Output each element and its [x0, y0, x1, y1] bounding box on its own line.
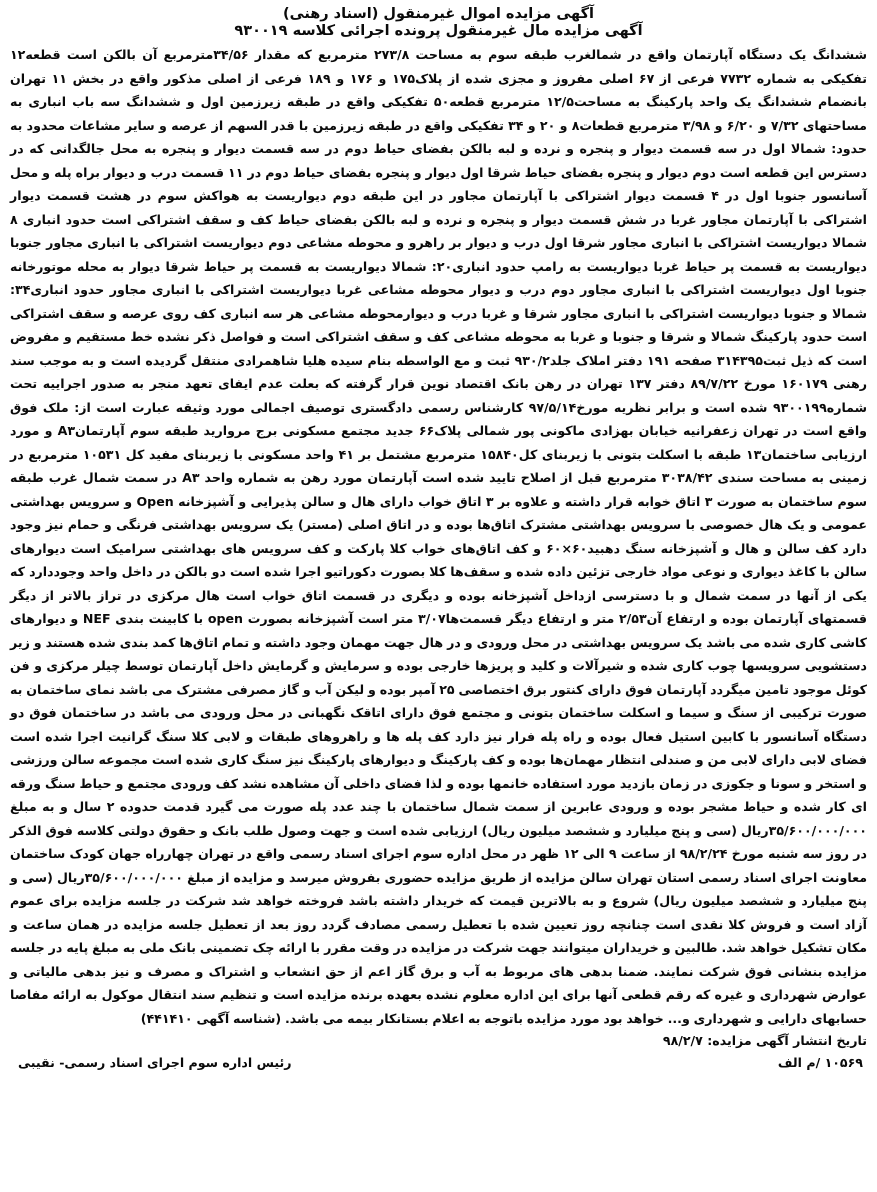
signature-line: رئیس اداره سوم اجرای اسناد رسمی- نقیبی [18, 1055, 292, 1070]
notice-title: آگهی مزایده اموال غیرمنقول (اسناد رهنی) [283, 6, 594, 22]
reference-code: ۱۰۵۶۹ /م الف [777, 1055, 863, 1070]
notice-body [10, 43, 867, 1030]
notice-footer [10, 1052, 867, 1096]
publish-date: تاریخ انتشار آگهی مزایده: ۹۸/۲/۷ [662, 1033, 867, 1048]
notice-subtitle: آگهی مزایده مال غیرمنقول پرونده اجرائی کلاسه ۹۳۰۰۱۹ [234, 23, 643, 39]
publish-row [10, 1030, 867, 1052]
notice-heading [10, 6, 867, 40]
notice-paragraph: ششدانگ یک دستگاه آپارتمان واقع در شمالغرب طبقه سوم به مساحت ۲۷۳/۸ مترمربع که مقدار ۳۴/۵۶مترمربع آن بالکن است قطعه۱۲ تفکیکی به شماره ۷۷۳۲ فرعی از ۶۷ اصلی مفروز و مجزی شده از پلاک۱۷۵ و ۱۷۶ و ۱۸۹ فرعی از اصلی مذکور واقع در بخش ۱۱ تهران بانضمام ششدانگ یک واحد پارکینگ به مساحت۱۲/۵ مترمربع قطعه۵۰ تفکیکی واقع در طبقه زیرزمین اول و ششدانگ سه باب انباری به مساحتهای ۷/۳۲ و ۶/۲۰ و ۳/۹۸ مترمربع قطعات۸ و ۲۰ و ۳۴ تفکیکی واقع در طبقه زیرزمین با قدر السهم از عرصه و سایر مشاعات محدود به حدود: شمالا اول در سه قسمت دیوار و پنجره و نرده و لبه بالکن بفضای حیاط دوم در سه قسمت دیوار و پنجره به محل جالگدانی که در دسترس این قطعه است دوم دیوار و پنجره بفضای حیاط شرقا اول دیوار و پنجره بفضای حیاط دوم در ۱۱ قسمت درب و دیوار براه پله و محل آسانسور جنوبا اول در ۴ قسمت دیوار اشتراکی با آپارتمان مجاور در این طبقه دوم دیواریست به هواکش سوم در هشت قسمت دیوار اشتراکی با آپارتمان مجاور غربا در شش قسمت دیوار و پنجره و نرده و لبه بالکن بفضای حیاط کف و سقف اشتراکی است حدود انباری ۸ شمالا دیواریست اشتراکی با انباری مجاور شرقا اول درب و دیوار بر راهرو و محوطه مشاعی دوم دیواریست اشتراکی با انباری مجاور جنوبا دیواریست به قسمت پر حیاط غربا دیواریست به رامپ حدود انباری۲۰: شمالا دیواریست به قسمت پر حیاط شرقا دیوار به محله موتورخانه جنوبا اول دیواریست اشتراکی با انباری مجاور دوم درب و دیوار محوطه مشاعی غربا دیواریست اشتراکی با انباری مجاور حدود انباری۳۴: شمالا و جنوبا دیواریست اشتراکی با انباری مجاور شرقا و غربا درب و دیوارمحوطه مشاعی هر سه انباری کف روی عرصه و سقف اشتراکی است حدود پارکینگ شمالا و شرقا و جنوبا و غربا به محوطه مشاعی کف و سقف اشتراکی است و فواصل ذکر نشده خط مستقیم و مفروض است که ذیل ثبت۳۱۴۳۹۵ صفحه ۱۹۱ دفتر املاک جلد۹۳۰/۲ ثبت و مع الواسطه بنام سیده هلیا شاهمرادی منتقل گردیده است و به موجب سند رهنی ۱۶۰۱۷۹ مورخ ۸۹/۷/۲۲ دفتر ۱۳۷ تهران در رهن بانک اقتصاد نوین قرار گرفته که بعلت عدم ایفای تعهد منجر به صدور اجراییه تحت شماره۹۳۰۰۱۹۹ شده است و برابر نظریه مورخ۹۷/۵/۱۴ کارشناس رسمی دادگستری توصیف اجمالی مورد وثیقه عبارت است از: ملک فوق واقع است در تهران زعفرانیه خیابان بهزادی ماکونی پور شمالی پلاک۶۶ جدید مجتمع مسکونی برج مرواريد طبقه سوم آپارتمانA۳ و مورد ارزیابی ساختمان۱۳ طبقه با اسکلت بتونی با زیربنای کل۱۵۸۴۰ مترمربع مشتمل بر ۴۱ واحد مسکونی با زیربنای مفید کل ۱۰۵۳۱ مترمربع در زمینی به مساحت سندی ۳۰۳۸/۴۲ مترمربع قبل از اصلاح تایید شده است آپارتمان مورد رهن به شماره واحد A۳ در سمت شمال غرب طبقه سوم ساختمان به صورت ۳ اتاق خوابه قرار داشته و علاوه بر ۳ اتاق خواب دارای هال و سالن پذیرایی و آشپزخانه Open و سرویس بهداشتی عمومی و یک هال خصوصی با سرویس بهداشتی مشترک اتاق‌ها بوده و در اتاق اصلی (مستر) یک سرویس بهداشتی فرنگی و حمام نیز وجود دارد کف سالن و هال و آشپزخانه سنگ دهبید۶۰×۶۰ و کف اتاق‌های خواب کلا پارکت و کف سرویس های بهداشتی سرامیک است دیوارهای سالن با کاغذ دیواری و نوعی مواد خارجی تزئین داده شده و سقف‌ها کلا بصورت دکوراتیو اجرا شده است دو بالکن در داخل واحد وجوددارد که یکی از آنها در سمت شمال و با دسترسی ازداخل آشپزخانه بوده و دیگری در قسمت اتاق خواب است هال مرکزی در تراز بالاتر از دیگر قسمتهای آپارتمان بوده و ارتفاع آن۲/۵۳ متر و ارتفاع دیگر قسمت‌ها۳/۰۷ متر است آشپزخانه بصورت open با کابینت بندی NEF و دیوارهای کاشی کاری شده می باشد یک سرویس بهداشتی در محل ورودی و در هال جهت مهمان وجود داشته و تمام اتاق‌ها کمد بندی شده هستند و زیر دستشویی سرویسها چوب کاری شده و شیرآلات و کلید و پریزها خارجی بوده و سرمایش و گرمایش داخل آپارتمان توسط چیلر مرکزی و فن کوئل موجود تامین میگردد آپارتمان فوق دارای کنتور برق اختصاصی ۲۵ آمپر بوده و لیکن آب و گاز مصرفی مشترک می باشد نمای ساختمان به صورت ترکیبی از سنگ و سیما و اسکلت ساختمان بتونی و مجتمع فوق دارای اتاقک نگهبانی در محل ورودی می باشد در ساختمان فوق دو دستگاه آسانسور با کابین استیل فعال بوده و راه پله فرار نیز دارد کف پله ها و راهروهای طبقات و لابی کلا سنگ گرانیت اجرا شده است فضای لابی دارای لابی من و صندلی انتظار مهمان‌ها بوده و کف پارکینگ و دیوارهای پارکینگ نیز سنگ کاری شده است مجموعه سالن ورزشی و استخر و سونا و جکوزی در زمان بازدید مورد استفاده خانمها بوده و لذا فضای داخلی آن مشاهده نشد کف ورودی مجتمع و حیاط سنگ ورقه ای کار شده و حیاط مشجر بوده و ورودی عابرین از سمت شمال ساختمان با چند عدد پله صورت می گیرد قدمت حدوده ۲ سال و به مبلغ ۳۵/۶۰۰/۰۰۰/۰۰۰ریال (سی و پنج میلیارد و ششصد میلیون ریال) ارزیابی شده است و جهت وصول طلب بانک و حقوق دولتی کلاسه فوق الذکر در روز سه شنبه مورخ ۹۸/۲/۲۴ از ساعت ۹ الی ۱۲ ظهر در محل اداره سوم اجرای اسناد رسمی واقع در تهران چهارراه جهان کودک ساختمان معاونت اجرای اسناد رسمی استان تهران سالن مزایده از طریق مزایده حضوری بفروش میرسد و مزایده از مبلغ ۳۵/۶۰۰/۰۰۰/۰۰۰ریال (سی و پنج میلیارد و ششصد میلیون ریال) شروع و به بالاترین قیمت که خریدار داشته باشد فروخته خواهد شد شرکت در جلسه مزایده برای عموم آزاد است و فروش کلا نقدی است چنانچه روز تعیین شده با تعطیل رسمی مصادف گردد روز بعد از تعطیل جلسه مزایده در همان ساعت و مکان تشکیل خواهد شد. طالبین و خریداران میتوانند جهت شرکت در مزایده در وقت مقرر با ارائه چک تضمینی بانک ملی به مبلغ پایه در جلسه مزایده بنشانی فوق شرکت نمایند. ضمنا بدهی های مربوط به آب و برق گاز اعم از حق انشعاب و اشتراک و مصرف و نیز بدهی مالیاتی و عوارض شهرداری و غیره که رقم قطعی آنها برای این اداره معلوم نشده بعهده برنده مزایده است و تنظیم سند انتقال موکول به ارائه مفاصا حسابهای دارایی و شهرداری و... خواهد بود مورد مزایده باتوجه به اعلام بستانکار بیمه می باشد. (شناسه آگهی ۴۴۱۴۱۰) [10, 47, 868, 1026]
